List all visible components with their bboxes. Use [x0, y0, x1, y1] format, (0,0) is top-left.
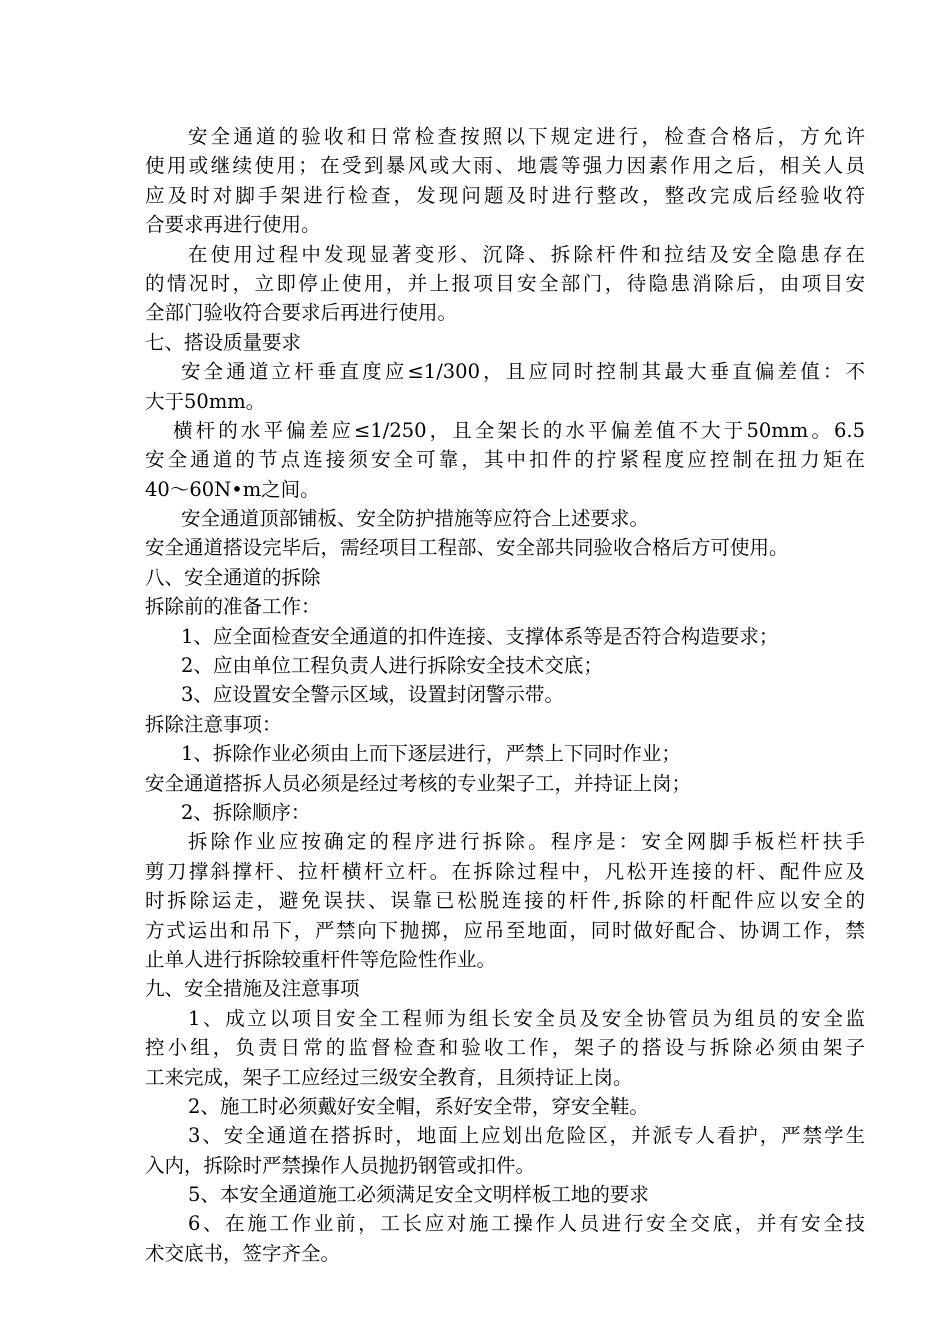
- paragraph-line: 控小组，负责日常的监督检查和验收工作，架子的搭设与拆除必须由架子: [145, 1036, 865, 1060]
- paragraph-line: 在使用过程中发现显著变形、沉降、拆除杆件和拉结及安全隐患存在: [188, 242, 865, 266]
- list-item: 5、本安全通道施工必须满足安全文明样板工地的要求: [188, 1183, 649, 1207]
- paragraph-line: 拆除作业应按确定的程序进行拆除。程序是：安全网脚手板栏杆扶手: [188, 830, 865, 854]
- list-item: 2、施工时必须戴好安全帽，系好安全带，穿安全鞋。: [188, 1094, 649, 1118]
- list-item: 2、拆除顺序：: [181, 800, 311, 824]
- list-item: 2、应由单位工程负责人进行拆除安全技术交底；: [181, 654, 603, 678]
- list-item: 1、拆除作业必须由上而下逐层进行，严禁上下同时作业；: [181, 742, 681, 766]
- paragraph-line: 大于50mm。: [145, 389, 266, 413]
- paragraph-line: 术交底书，签字齐全。: [145, 1241, 341, 1265]
- paragraph-line: 安全通道顶部铺板、安全防护措施等应符合上述要求。: [181, 507, 650, 531]
- paragraph-line: 止单人进行拆除较重杆件等危险性作业。: [145, 947, 497, 971]
- paragraph-line: 应及时对脚手架进行检查，发现问题及时进行整改，整改完成后经验收符: [145, 183, 865, 207]
- document-page: [145, 122, 865, 1268]
- paragraph-line: 安全通道的节点连接须安全可靠，其中扣件的拧紧程度应控制在扭力矩在: [145, 448, 865, 472]
- paragraph-line: 入内，拆除时严禁操作人员抛扔钢管或扣件。: [145, 1153, 536, 1177]
- paragraph-line: 全部门验收符合要求后再进行使用。: [145, 301, 458, 325]
- paragraph-line: 安全通道搭拆人员必须是经过考核的专业架子工，并持证上岗；: [145, 771, 692, 795]
- section-heading: 七、搭设质量要求: [145, 330, 302, 354]
- paragraph-line: 工来完成，架子工应经过三级安全教育，且须持证上岗。: [145, 1065, 633, 1089]
- section-heading: 八、安全通道的拆除: [145, 565, 321, 589]
- paragraph-line: 横杆的水平偏差应≤1/250，且全架长的水平偏差值不大于50mm。6.5: [173, 418, 865, 442]
- list-item: 6、在施工作业前，工长应对施工操作人员进行安全交底，并有安全技: [188, 1212, 865, 1236]
- section-heading: 九、安全措施及注意事项: [145, 977, 360, 1001]
- list-item: 3、安全通道在搭拆时，地面上应划出危险区，并派专人看护，严禁学生: [188, 1124, 865, 1148]
- paragraph-line: 使用或继续使用；在受到暴风或大雨、地震等强力因素作用之后，相关人员: [145, 154, 865, 178]
- paragraph-line: 方式运出和吊下，严禁向下抛掷，应吊至地面，同时做好配合、协调工作，禁: [145, 918, 865, 942]
- paragraph-line: 40～60N•m之间。: [145, 477, 320, 501]
- paragraph-line: 时拆除运走，避免误扶、误靠已松脱连接的杆件,拆除的杆配件应以安全的: [145, 889, 865, 913]
- paragraph-line: 安全通道搭设完毕后，需经项目工程部、安全部共同验收合格后方可使用。: [145, 536, 789, 560]
- subsection-heading: 拆除注意事项：: [145, 712, 282, 736]
- paragraph-line: 安全通道的验收和日常检查按照以下规定进行，检查合格后，方允许: [188, 125, 865, 148]
- paragraph-line: 的情况时，立即停止使用，并上报项目安全部门，待隐患消除后，由项目安: [145, 271, 865, 295]
- paragraph-line: 合要求再进行使用。: [145, 213, 321, 237]
- list-item: 3、应设置安全警示区域，设置封闭警示带。: [181, 683, 564, 707]
- subsection-heading: 拆除前的准备工作：: [145, 595, 321, 619]
- list-item: 1、应全面检查安全通道的扣件连接、支撑体系等是否符合构造要求；: [181, 624, 779, 648]
- paragraph-line: 安全通道立杆垂直度应≤1/300，且应同时控制其最大垂直偏差值：不: [181, 360, 865, 384]
- list-item: 1、成立以项目安全工程师为组长安全员及安全协管员为组员的安全监: [188, 1006, 865, 1030]
- paragraph-line: 剪刀撑斜撑杆、拉杆横杆立杆。在拆除过程中，凡松开连接的杆、配件应及: [145, 859, 865, 883]
